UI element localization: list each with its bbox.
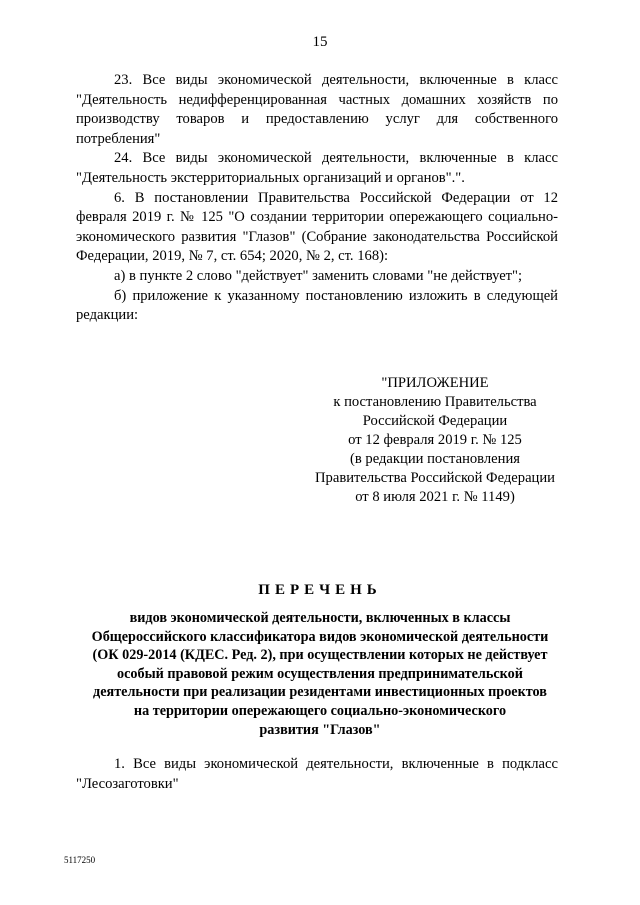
subtitle-line: Общероссийского классификатора видов экономической деятельности: [91, 628, 549, 645]
document-code: 5117250: [64, 855, 96, 865]
appendix-line: от 12 февраля 2019 г. № 125: [348, 432, 522, 448]
subtitle-line: деятельности при реализации резидентами инвестиционных проектов: [93, 684, 547, 701]
subtitle-line: на территории опережающего социально-экономического: [133, 702, 507, 719]
appendix-line: от 8 июля 2021 г. № 1149): [355, 489, 515, 505]
appendix-line: Правительства Российской Федерации: [315, 470, 555, 486]
page-number: 15: [312, 34, 328, 50]
appendix-line: "ПРИЛОЖЕНИЕ: [381, 375, 489, 391]
subtitle-line: видов экономической деятельности, включенных в классы: [129, 610, 511, 626]
appendix-header: [300, 374, 570, 507]
paragraph: 6. В постановлении Правительства Российской Федерации от 12 февраля 2019 г. № 125 "О создании территории опережающего социально-экономического развития "Глазов" (Собрание законодательства Российской Федерации, 2019, № 7, ст. 654; 2020, № 2, ст. 168):: [76, 189, 558, 265]
body-text: [76, 71, 558, 326]
paragraph: 24. Все виды экономической деятельности, включенные в класс "Деятельность экстерриториальных организаций и органов".".: [76, 150, 558, 186]
list-subtitle: [66, 609, 574, 739]
appendix-line: (в редакции постановления: [350, 451, 520, 467]
appendix-line: Российской Федерации: [362, 413, 508, 429]
paragraph: а) в пункте 2 слово "действует" заменить словами "не действует";: [114, 267, 523, 284]
list-item-block: [76, 755, 558, 794]
list-title: ПЕРЕЧЕНЬ: [258, 582, 382, 598]
subtitle-line: развития "Глазов": [259, 721, 381, 738]
paragraph: б) приложение к указанному постановлению изложить в следующей редакции:: [76, 287, 558, 324]
subtitle-line: особый правовой режим осуществления предпринимательской: [117, 665, 523, 682]
paragraph: 23. Все виды экономической деятельности, включенные в класс "Деятельность недифференцированная частных домашних хозяйств по производству товаров и предоставлению услуг для собственного потребления": [76, 72, 558, 147]
subtitle-line: (ОК 029-2014 (КДЕС. Ред. 2), при осуществлении которых не действует: [92, 647, 548, 664]
list-item: 1. Все виды экономической деятельности, включенные в подкласс "Лесозаготовки": [76, 756, 558, 792]
appendix-line: к постановлению Правительства: [333, 394, 537, 410]
